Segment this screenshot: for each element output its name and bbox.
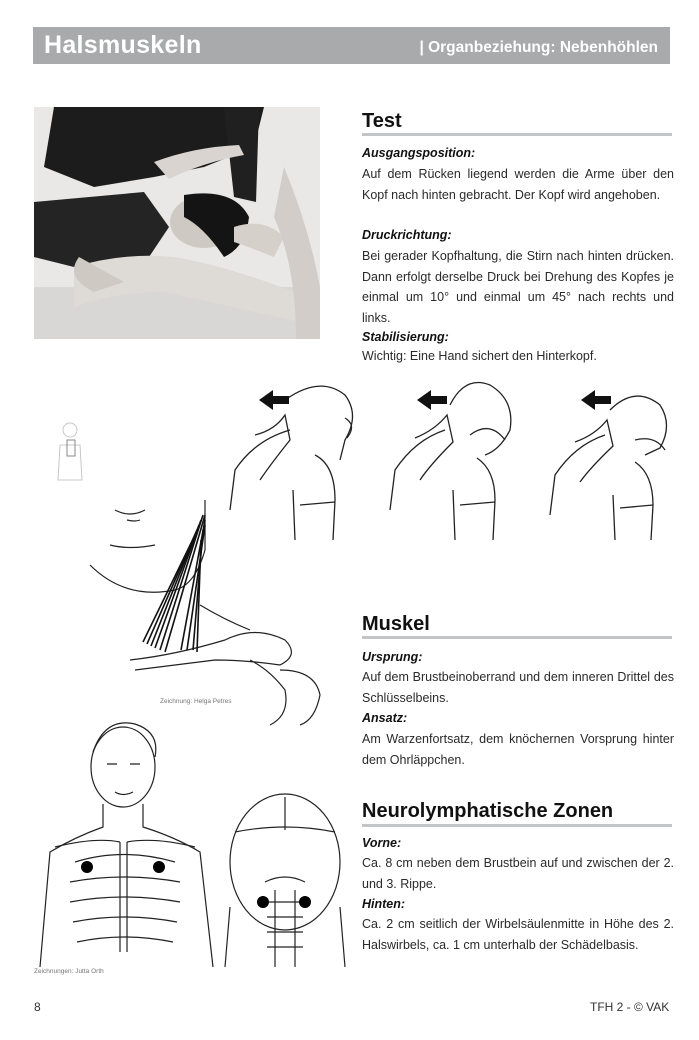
stabilisation-label: Stabilisierung: [362,330,449,344]
page-number: 8 [34,1000,41,1014]
pressure-text: Bei gerader Kopfhaltung, die Stirn nach hinten drücken. Dann erfolgt derselbe Druck bei Drehung des Kopfes je einmal um 10° und einmal um 45° nach rechts und links. [362,249,674,325]
page-header [33,27,670,64]
muscle-heading: Muskel [362,613,430,635]
muscle-drawing-caption: Zeichnung: Helga Petres [160,698,232,705]
back-label: Hinten: [362,897,406,911]
neurolymphatic-zones-drawing [35,712,345,977]
start-position-label: Ausgangsposition: [362,146,476,160]
pressure-label: Druckrichtung: [362,228,452,242]
publisher-credit: TFH 2 - © VAK [590,1000,670,1014]
zones-drawing-caption: Zeichnungen: Jutta Orth [34,968,104,975]
start-position-text: Auf dem Rücken liegend werden die Arme über den Kopf nach hinten gebracht. Der Kopf wird angehoben. [362,167,674,202]
front-text: Ca. 8 cm neben dem Brustbein auf und zwischen der 2. und 3. Rippe. [362,856,674,891]
test-heading: Test [362,110,402,132]
front-label: Vorne: [362,836,402,850]
muscle-rule [362,636,672,639]
page-title: Halsmuskeln [44,31,202,59]
stabilisation-text: Wichtig: Eine Hand sichert den Hinterkopf. [362,349,597,363]
muscle-drawing [85,490,325,730]
test-photo [34,107,320,339]
insertion-label: Ansatz: [362,711,408,725]
insertion-text: Am Warzenfortsatz, dem knöchernen Vorsprung hinter dem Ohrläppchen. [362,732,674,767]
back-text: Ca. 2 cm seitlich der Wirbelsäulenmitte in Höhe des 2. Halswirbels, ca. 1 cm unterhalb der Schädelbasis. [362,917,674,952]
origin-label: Ursprung: [362,650,423,664]
origin-text: Auf dem Brustbeinoberrand und dem inneren Drittel des Schlüsselbeins. [362,670,674,705]
organ-relation: | Organbeziehung: Nebenhöhlen [419,39,658,56]
test-rule [362,133,672,136]
small-figure-icon [55,420,95,500]
zones-rule [362,824,672,827]
zones-heading: Neurolymphatische Zonen [362,800,614,822]
